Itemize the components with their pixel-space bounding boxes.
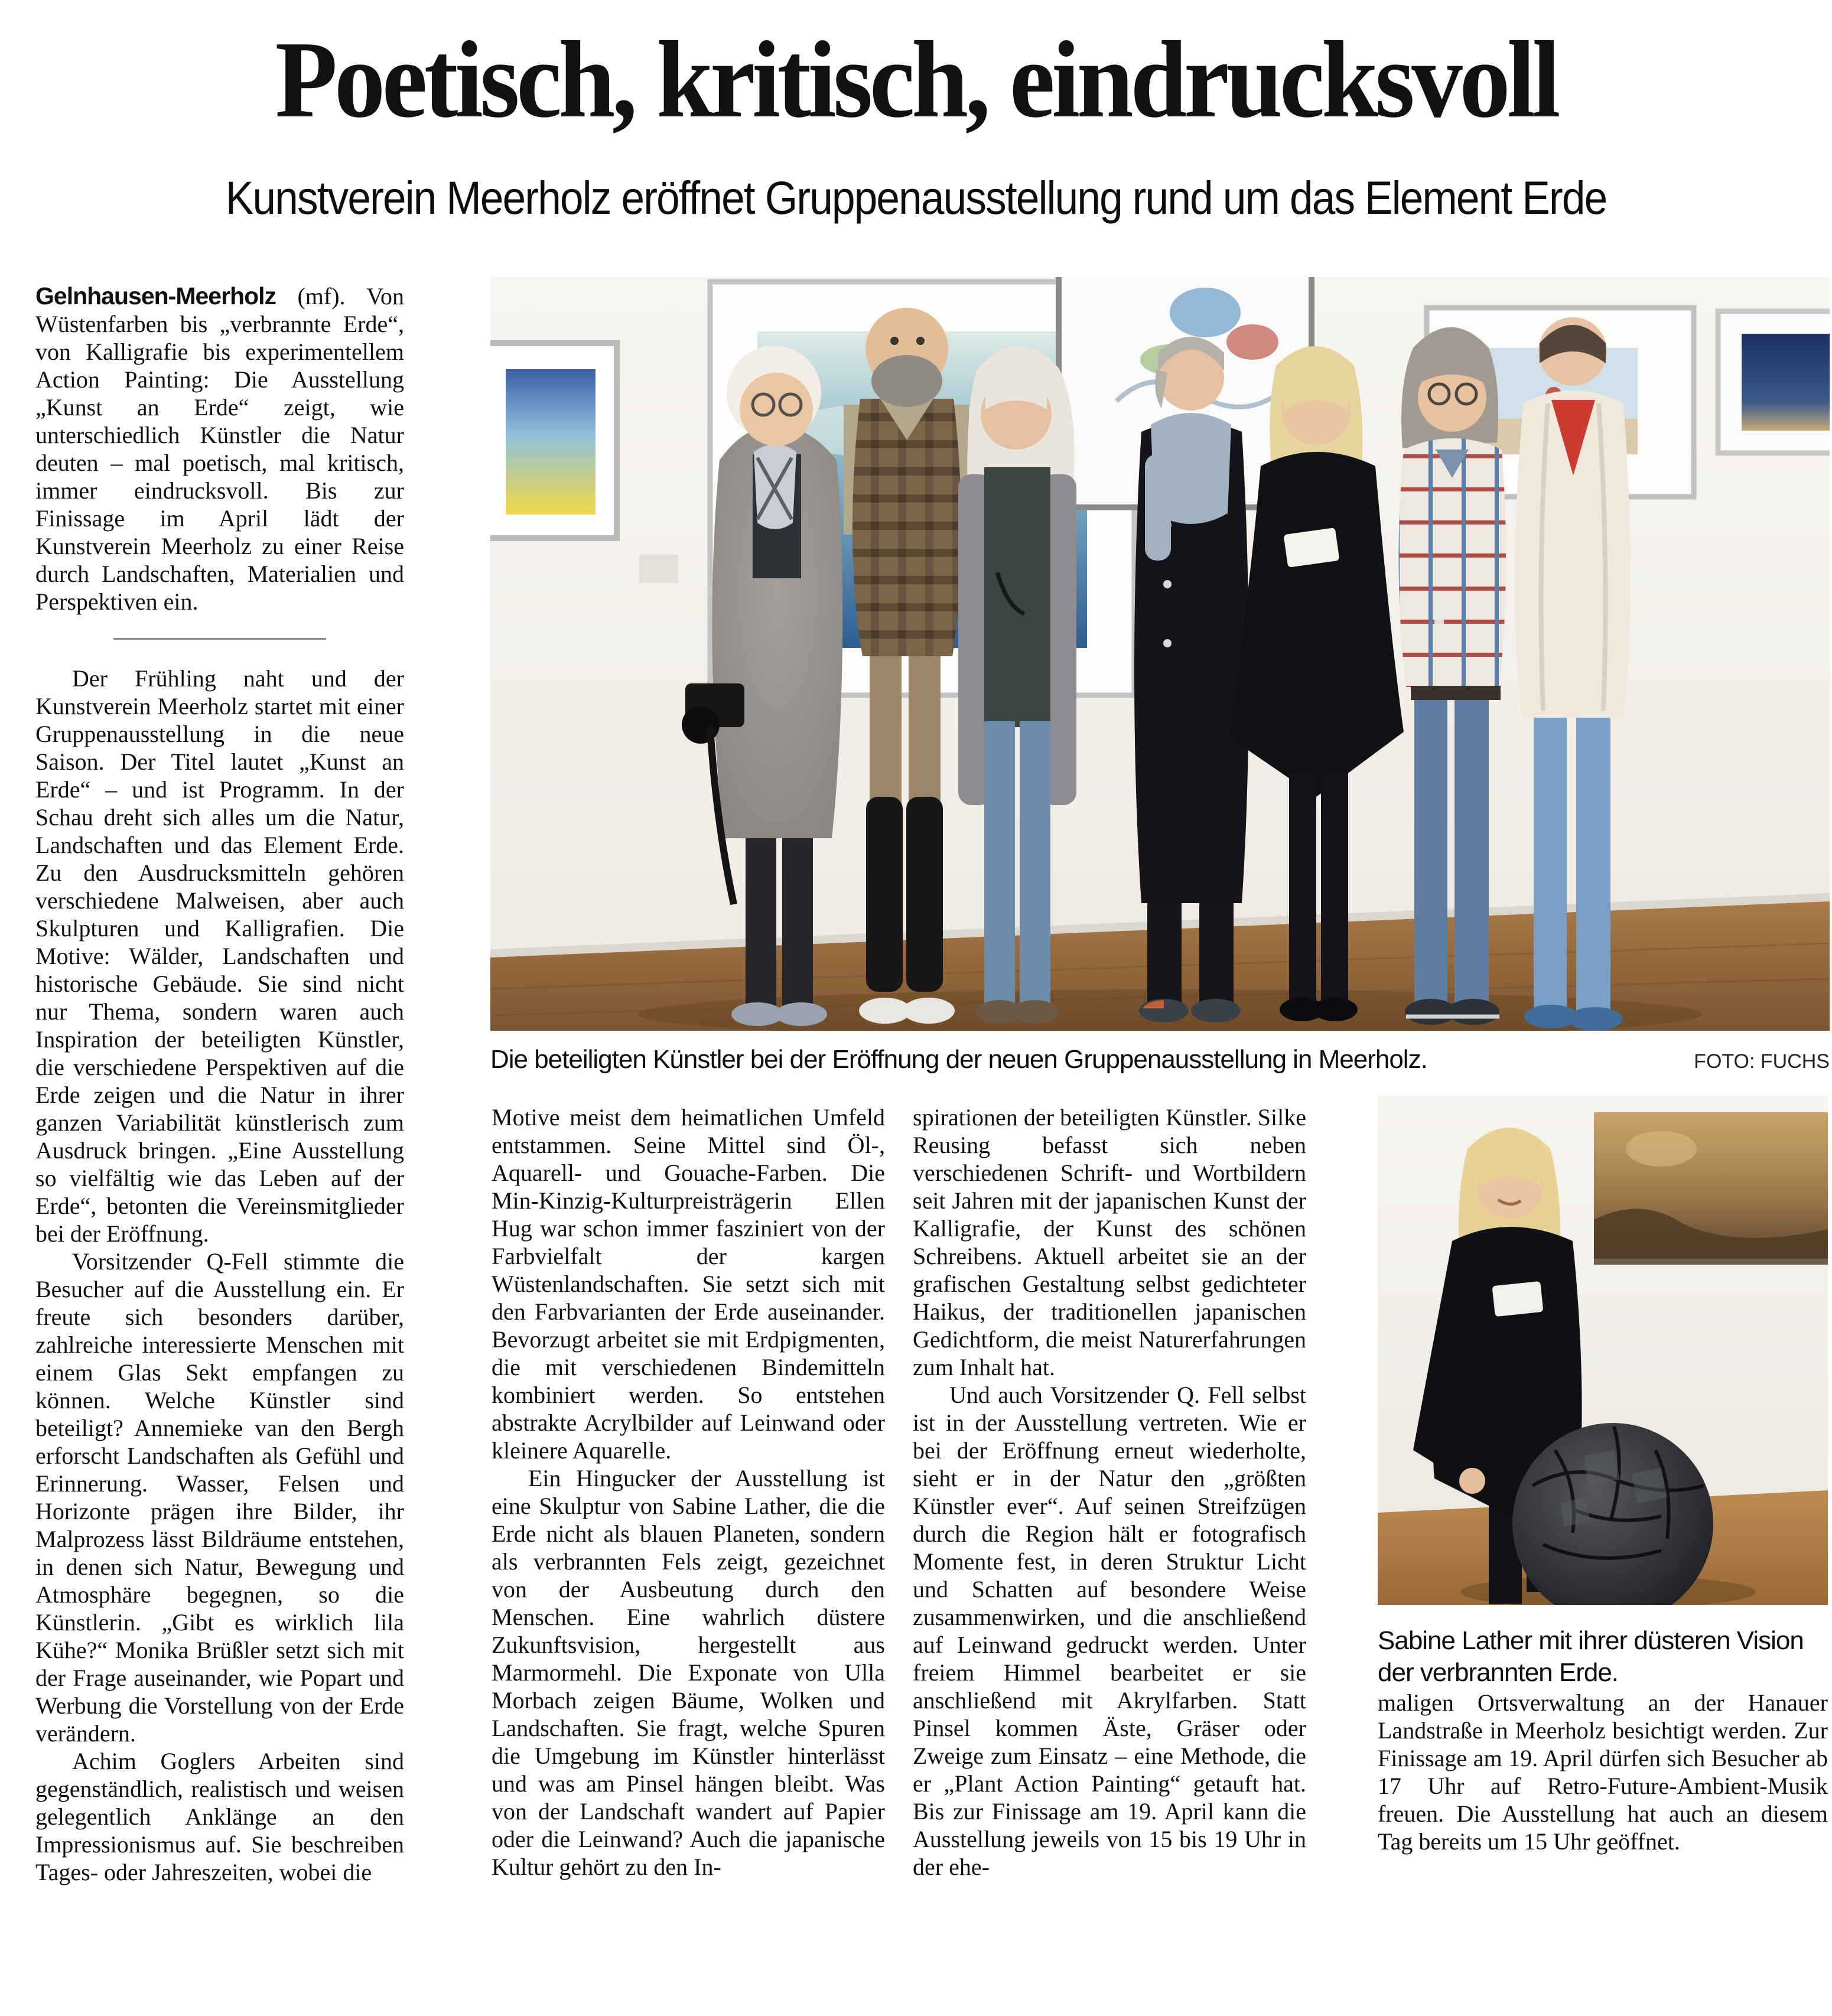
text-column-3: [913, 1103, 1306, 1881]
body-paragraph: Vorsitzender Q-Fell stimmte die Besucher auf die Ausstellung ein. Er freute sich besonders darüber, zahlreiche interessierte Menschen mit einem Glas Sekt empfangen zu können. Welche Künstler sind beteiligt? Annemieke van den Bergh erforscht Landschaften als Gefühl und Erinnerung. Wasser, Felsen und Horizonte prägen ihre Bilder, ihr Malprozess lässt Bildräume entstehen, in denen sich Natur, Bewegung und Atmosphäre begegnen, so die Künstlerin. „Gibt es wirklich lila Kühe?“ Monika Brüßler setzt sich mit der Frage auseinander, wie Popart und Werbung die Vorstellung von der Erde verändern.: [35, 1248, 404, 1747]
subheadline: Kunstverein Meerholz eröffnet Gruppenausstellung rund um das Element Erde: [225, 171, 1607, 224]
body-paragraph: spirationen der beteiligten Künstler. Silke Reusing befasst sich neben verschiedenen Schrift- und Wortbildern seit Jahren mit der japanischen Kunst der Kalligrafie, der Kunst des schönen Schreibens. Aktuell arbeitet sie an der grafischen Gestaltung selbst gedichteter Haikus, der traditionellen japanischen Gedichtform, die meist Naturerfahrungen zum Inhalt hat.: [913, 1104, 1306, 1380]
dateline-credit: (mf).: [297, 283, 346, 310]
main-photo-illustration: [490, 277, 1830, 1031]
dateline-location: Gelnhausen-Meerholz: [35, 282, 276, 310]
artwork-burnt-earth: [1594, 1112, 1828, 1265]
main-caption-row: [490, 1044, 1830, 1075]
lead-text: Von Wüstenfarben bis „verbrannte Erde“, von Kalligrafie bis experimentellem Action Painting: Die Ausstellung „Kunst an Erde“ zeigt, wie unterschiedlich Künstler die Natur deuten – mal poetisch, mal kritisch, immer eindrucksvoll. Bis zur Finissage im April lädt der Kunstverein Meerholz zu einer Reise durch Landschaften, Materialien und Perspektiven ein.: [35, 283, 405, 615]
main-photo: [490, 277, 1830, 1031]
page-title: Poetisch, kritisch, eindrucksvoll: [275, 19, 1557, 141]
body-paragraph: Motive meist dem heimatlichen Umfeld entstammen. Seine Mittel sind Öl-, Aquarell- und Gouache-Farben. Die Min-Kinzig-Kulturpreisträgerin Ellen Hug war schon immer fasziniert von der Farbvielfalt der kargen Wüstenlandschaften. Sie setzt sich mit den Farbvarianten der Erde auseinander. Bevorzugt arbeitet sie mit Erdpigmenten, die mit verschiedenen Bindemitteln kombiniert werden. So entstehen abstrakte Acrylbilder auf Leinwand oder kleinere Aquarelle.: [492, 1104, 885, 1464]
main-photo-caption: Die beteiligten Künstler bei der Eröffnung der neuen Gruppenausstellung in Meerholz.: [490, 1045, 1427, 1074]
body-paragraph: Und auch Vorsitzender Q. Fell selbst ist in der Ausstellung vertreten. Wie er bei der Eröffnung erneut wiederholte, sieht er in der Natur den „größten Künstler ever“. Auf seinen Streifzügen durch die Region hält er fotografisch Momente fest, in deren Struktur Licht und Schatten auf besondere Weise zusammenwirken, und die anschließend auf Leinwand gedruckt werden. Unter freiem Himmel bearbeitet er sie anschließend mit Akrylfarben. Statt Pinsel kommen Äste, Gräser oder Zweige zum Einsatz – eine Methode, die er „Plant Action Painting“ getauft hat. Bis zur Finissage am 19. April kann die Ausstellung jeweils von 15 bis 19 Uhr in der ehe-: [913, 1382, 1306, 1880]
side-photo-caption: Sabine Lather mit ihrer düsteren Vision der verbrannten Erde.: [1378, 1626, 1804, 1687]
artwork-dark-blue: [1718, 311, 1830, 453]
body-paragraph: maligen Ortsverwaltung an der Hanauer Landstraße in Meerholz besichtigt werden. Zur Finissage am 19. April dürfen sich Besucher ab 17 Uhr auf Retro-Future-Ambient-Musik freuen. Die Ausstellung hat auch an diesem Tag bereits um 15 Uhr geöffnet.: [1378, 1689, 1828, 1855]
text-column-1: [35, 282, 404, 1886]
body-paragraph: Ein Hingucker der Ausstellung ist eine Skulptur von Sabine Lather, die die Erde nicht als blauen Planeten, sondern als verbrannten Fels zeigt, gezeichnet von der Ausbeutung durch den Menschen. Eine wahrlich düstere Zukunftsvision, hergestellt aus Marmormehl. Die Exponate von Ulla Morbach zeigen Bäume, Wolken und Landschaften. Sie fragt, welche Spuren die Umgebung im Künstler hinterlässt und was am Pinsel hängen bleibt. Was von der Landschaft wandert auf Papier oder die Leinwand? Auch die japanische Kultur gehört zu den In-: [492, 1465, 885, 1880]
artwork-gradient-left: [490, 343, 617, 538]
text-column-2: [492, 1103, 885, 1881]
body-paragraph: Der Frühling naht und der Kunstverein Meerholz startet mit einer Gruppenausstellung in die neue Saison. Der Titel lautet „Kunst an Erde“ – und ist Programm. In der Schau dreht sich alles um die Natur, Landschaften und das Element Erde. Zu den Ausdrucksmitteln gehören verschiedene Malweisen, aber auch Skulpturen und Kalligrafien. Die Motive: Wälder, Landschaften und historische Gebäude. Sie sind nicht nur Thema, sondern waren auch Inspiration der beteiligten Künstler, die verschiedene Perspektiven auf die Erde zeigen und die Natur in ihrer ganzen Variabilität künstlerisch zum Ausdruck bringen. „Eine Ausstellung so vielfältig wie das Leben auf der Erde“, betonten die Vereinsmitglieder bei der Eröffnung.: [35, 665, 404, 1247]
headline-wrap: [0, 19, 1832, 141]
subheadline-wrap: [0, 172, 1832, 224]
side-photo: [1378, 1096, 1828, 1605]
lead-paragraph: [35, 282, 404, 615]
photo-credit: FOTO: FUCHS: [1694, 1050, 1830, 1073]
body-paragraph: Achim Goglers Arbeiten sind gegenständlich, realistisch und weisen gelegentlich Anklänge an den Impressionismus auf. Sie beschreiben Tages- oder Jahreszeiten, wobei die: [35, 1748, 404, 1885]
wall-label: [639, 555, 678, 583]
text-column-4: [1378, 1096, 1828, 1855]
side-photo-illustration: [1378, 1096, 1828, 1605]
section-divider: [113, 638, 326, 640]
